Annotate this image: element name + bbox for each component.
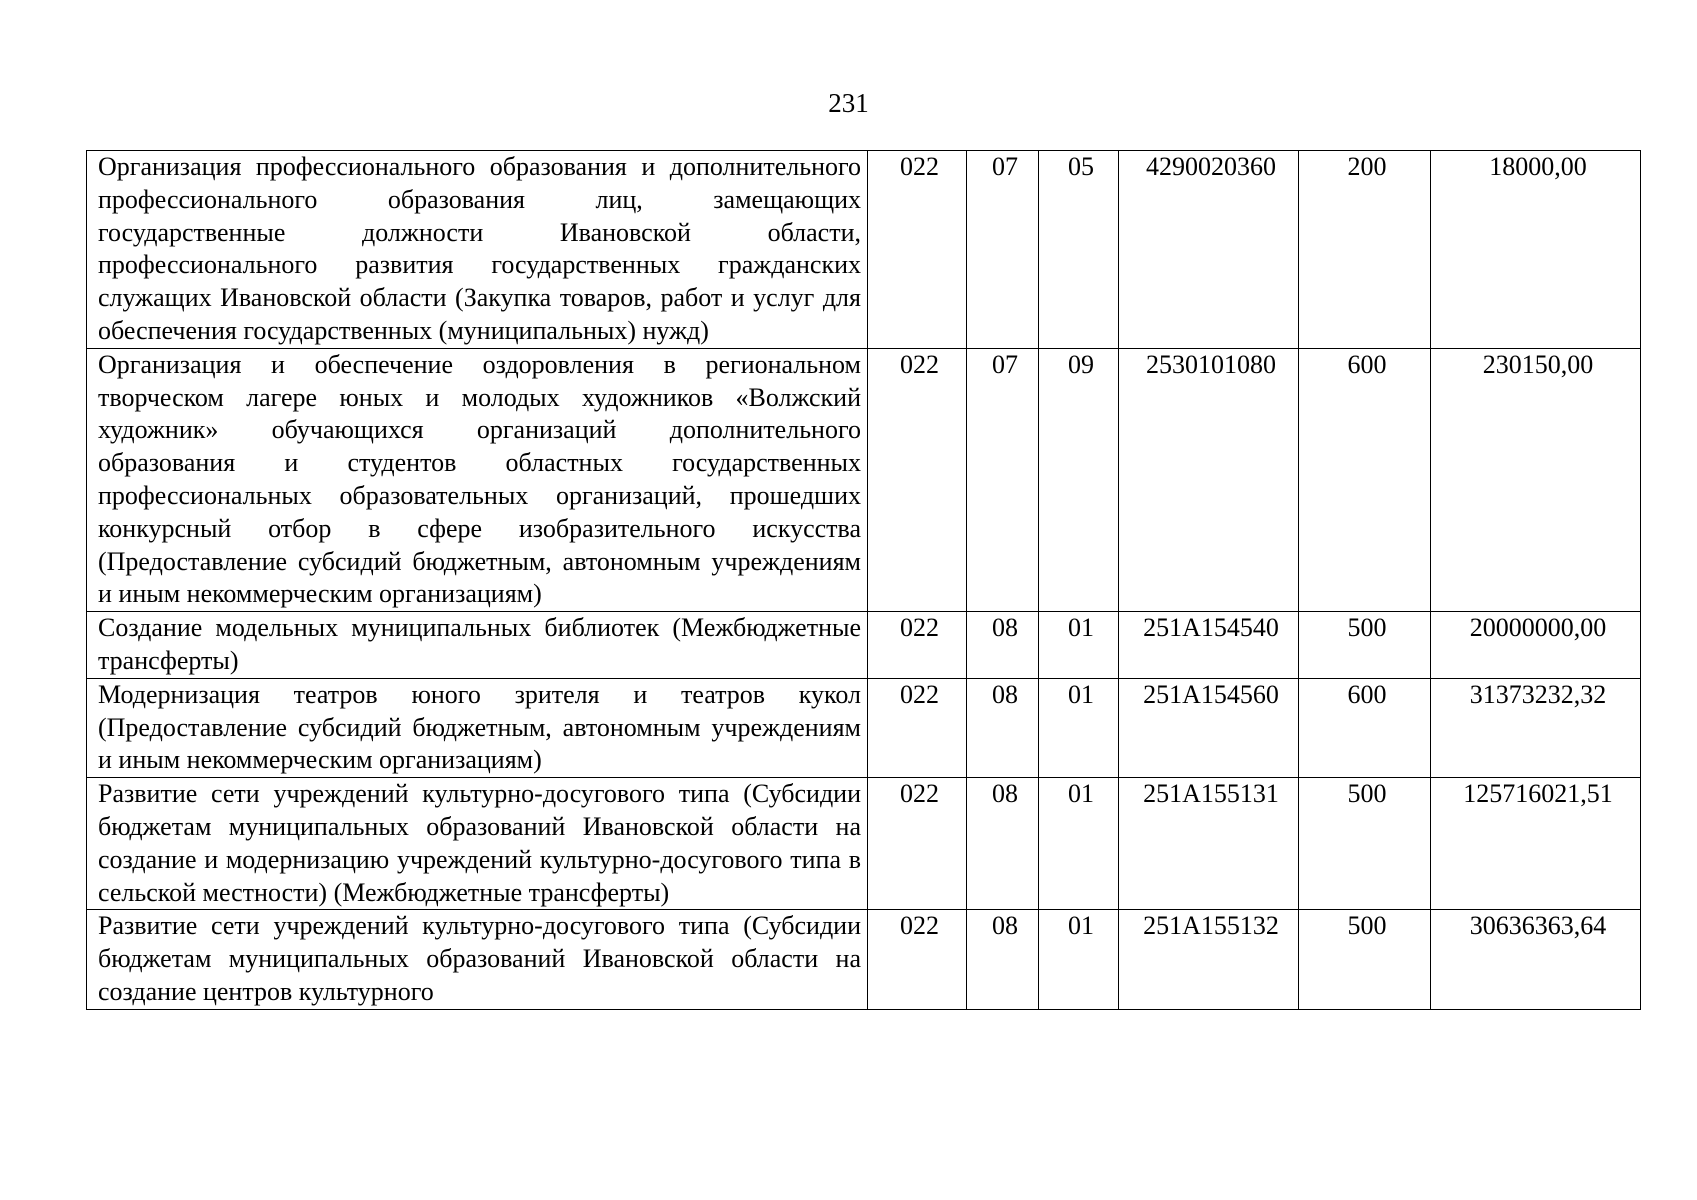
section-code: 08 bbox=[967, 678, 1039, 777]
expense-type-code: 500 bbox=[1299, 612, 1431, 679]
target-article-code: 251A155131 bbox=[1119, 778, 1299, 910]
table-row bbox=[87, 678, 1641, 777]
ministry-code: 022 bbox=[868, 678, 967, 777]
row-description: Развитие сети учреждений культурно-досугового типа (Субсидии бюджетам муниципальных образований Ивановской области на создание центров культурного bbox=[87, 910, 868, 1009]
target-article-code: 4290020360 bbox=[1119, 151, 1299, 349]
subsection-code: 01 bbox=[1039, 778, 1119, 910]
target-article-code: 251A155132 bbox=[1119, 910, 1299, 1009]
row-description: Организация и обеспечение оздоровления в региональном творческом лагере юных и молодых художников «Волжский художник» обучающихся организаций дополнительного образования и студентов областных государственных профессиональных образовательных организаций, прошедших конкурсный отбор в сфере изобразительного искусства (Предоставление субсидий бюджетным, автономным учреждениям и иным некоммерческим организациям) bbox=[87, 348, 868, 611]
section-code: 07 bbox=[967, 151, 1039, 349]
row-description: Создание модельных муниципальных библиотек (Межбюджетные трансферты) bbox=[87, 612, 868, 679]
section-code: 07 bbox=[967, 348, 1039, 611]
section-code: 08 bbox=[967, 612, 1039, 679]
target-article-code: 2530101080 bbox=[1119, 348, 1299, 611]
ministry-code: 022 bbox=[868, 910, 967, 1009]
expense-type-code: 600 bbox=[1299, 348, 1431, 611]
row-description: Модернизация театров юного зрителя и театров кукол (Предоставление субсидий бюджетным, автономным учреждениям и иным некоммерческим организациям) bbox=[87, 678, 868, 777]
ministry-code: 022 bbox=[868, 612, 967, 679]
subsection-code: 05 bbox=[1039, 151, 1119, 349]
section-code: 08 bbox=[967, 910, 1039, 1009]
table-row bbox=[87, 612, 1641, 679]
subsection-code: 01 bbox=[1039, 678, 1119, 777]
expense-type-code: 200 bbox=[1299, 151, 1431, 349]
target-article-code: 251A154540 bbox=[1119, 612, 1299, 679]
amount-value: 125716021,51 bbox=[1431, 778, 1641, 910]
row-description: Организация профессионального образования и дополнительного профессионального образования лиц, замещающих государственные должности Ивановской области, профессионального развития государственных гражданских служащих Ивановской области (Закупка товаров, работ и услуг для обеспечения государственных (муниципальных) нужд) bbox=[87, 151, 868, 349]
expense-type-code: 600 bbox=[1299, 678, 1431, 777]
table-row bbox=[87, 778, 1641, 910]
amount-value: 30636363,64 bbox=[1431, 910, 1641, 1009]
subsection-code: 09 bbox=[1039, 348, 1119, 611]
subsection-code: 01 bbox=[1039, 612, 1119, 679]
expense-type-code: 500 bbox=[1299, 778, 1431, 910]
page-number: 231 bbox=[828, 88, 869, 118]
section-code: 08 bbox=[967, 778, 1039, 910]
target-article-code: 251A154560 bbox=[1119, 678, 1299, 777]
table-row bbox=[87, 348, 1641, 611]
budget-table bbox=[86, 150, 1641, 1010]
expense-type-code: 500 bbox=[1299, 910, 1431, 1009]
table-row bbox=[87, 151, 1641, 349]
amount-value: 18000,00 bbox=[1431, 151, 1641, 349]
amount-value: 20000000,00 bbox=[1431, 612, 1641, 679]
subsection-code: 01 bbox=[1039, 910, 1119, 1009]
ministry-code: 022 bbox=[868, 151, 967, 349]
ministry-code: 022 bbox=[868, 348, 967, 611]
row-description: Развитие сети учреждений культурно-досугового типа (Субсидии бюджетам муниципальных образований Ивановской области на создание и модернизацию учреждений культурно-досугового типа в сельской местности) (Межбюджетные трансферты) bbox=[87, 778, 868, 910]
amount-value: 31373232,32 bbox=[1431, 678, 1641, 777]
amount-value: 230150,00 bbox=[1431, 348, 1641, 611]
ministry-code: 022 bbox=[868, 778, 967, 910]
table-row bbox=[87, 910, 1641, 1009]
